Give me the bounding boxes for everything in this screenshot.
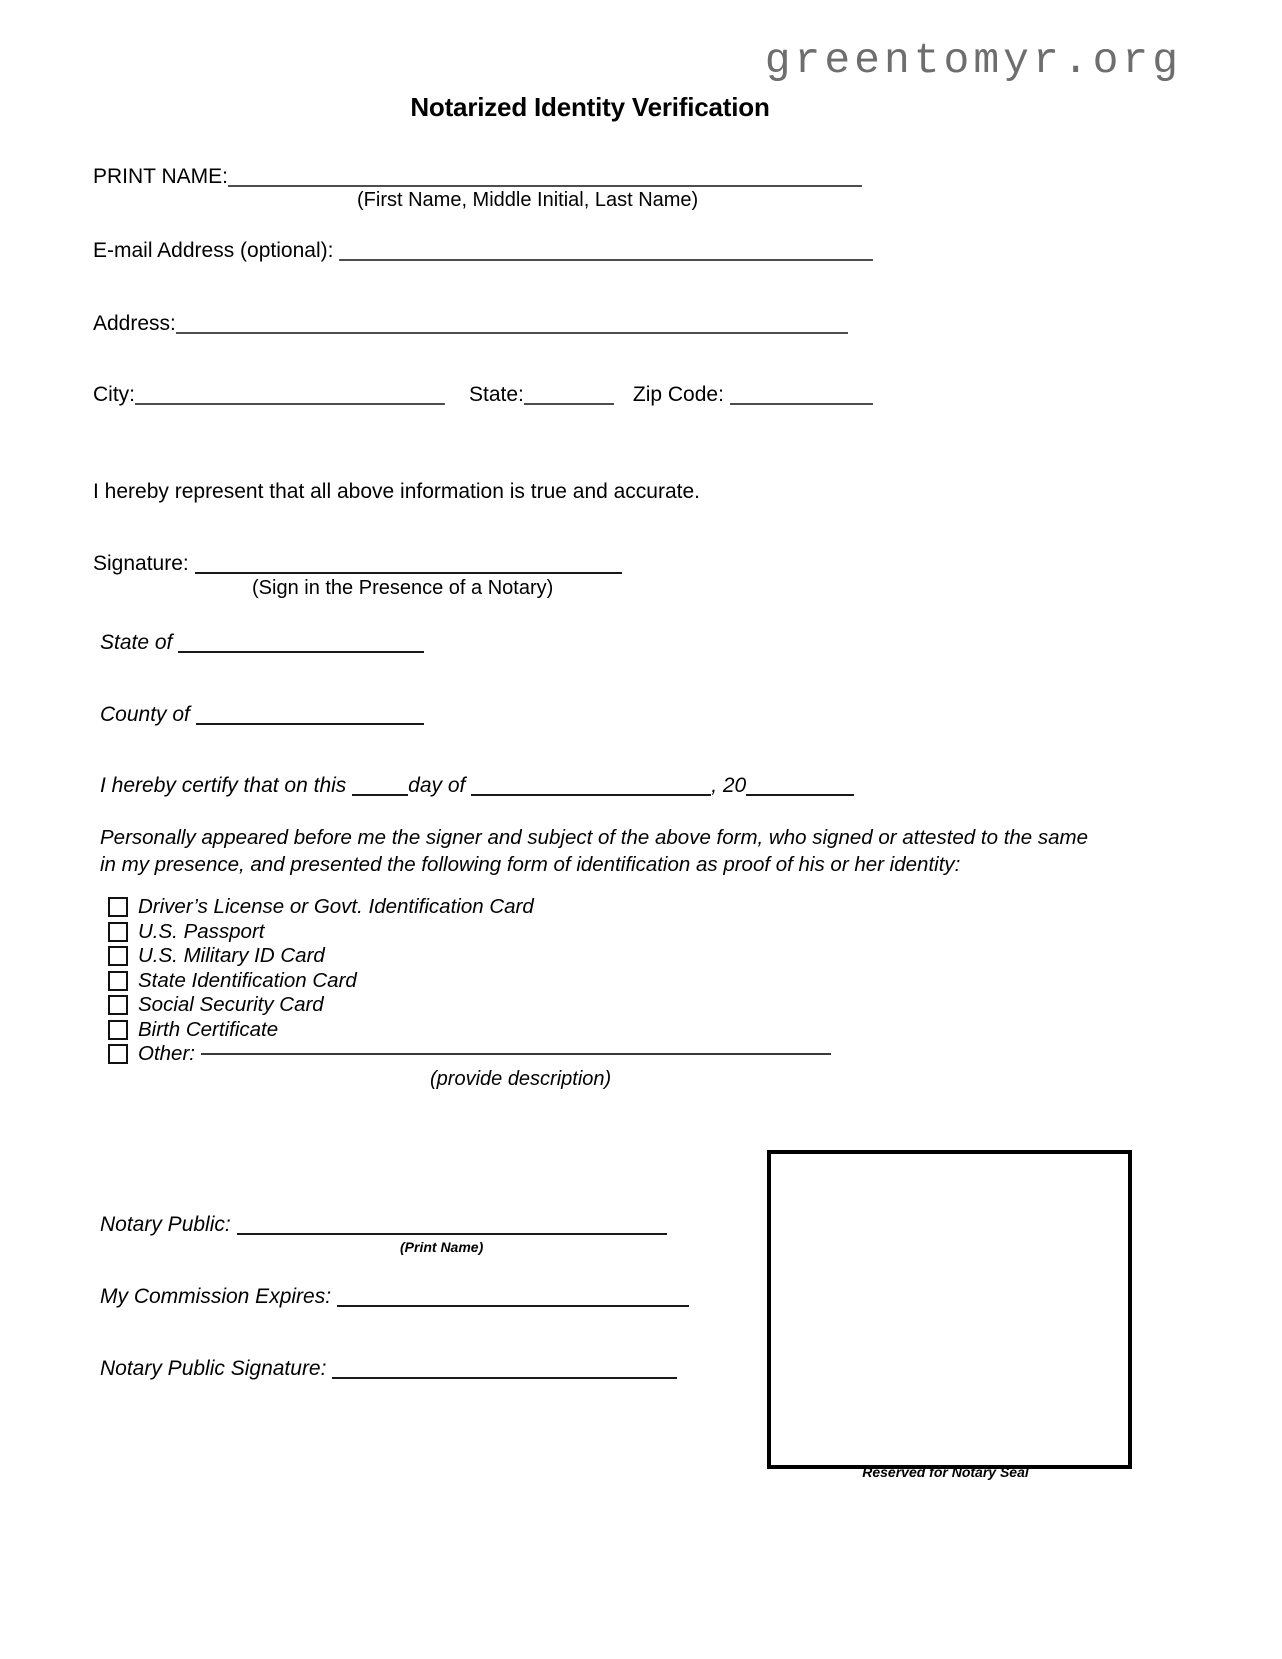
check-item[interactable] [108,920,831,945]
notary-seal-caption: Reserved for Notary Seal [862,1464,1029,1480]
notary-signature-input-line[interactable] [332,1377,677,1379]
check-item-label: State Identification Card [138,968,357,992]
check-item[interactable] [108,944,831,969]
state-label: State: [469,383,524,406]
address-label: Address: [93,312,176,335]
identification-checklist [108,895,831,1067]
certify-year-input-line[interactable] [746,794,854,796]
certify-month-input-line[interactable] [471,794,711,796]
check-item-label: U.S. Military ID Card [138,944,325,968]
address-row [93,312,848,336]
county-of-input-line[interactable] [196,723,424,725]
page-title: Notarized Identity Verification [410,92,770,122]
truth-statement: I hereby represent that all above information is true and accurate. [93,480,701,503]
check-item-label: Driver’s License or Govt. Identification Card [138,895,534,919]
notary-public-input-line[interactable] [237,1233,667,1235]
city-label: City: [93,383,135,406]
state-input-line[interactable] [524,403,614,405]
checkbox-icon[interactable] [108,1044,128,1064]
check-item-label: Social Security Card [138,993,324,1017]
checkbox-icon[interactable] [108,897,128,917]
signature-row [93,552,622,576]
county-of-row [100,703,424,727]
print-name-row [93,165,862,189]
commission-expires-label: My Commission Expires: [100,1285,332,1308]
site-watermark: greentomyr.org [764,36,1182,85]
email-input-line[interactable] [339,259,873,261]
certify-day-input-line[interactable] [352,794,408,796]
other-label: Other: [138,1042,195,1066]
certify-year-label: , 20 [711,774,747,797]
appearance-paragraph: Personally appeared before me the signer and subject of the above form, who signed or attested to the same in my presence, and presented the following form of identification as proof of his or her identity: [100,826,1089,877]
state-of-row [100,631,424,655]
commission-expires-row [100,1285,689,1309]
certify-row [100,774,854,798]
other-input-line[interactable] [201,1053,831,1055]
zip-input-line[interactable] [730,403,873,405]
notary-public-row [100,1213,667,1237]
check-item-other[interactable] [108,1042,831,1067]
notary-public-label: Notary Public: [100,1213,231,1236]
check-item[interactable] [108,969,831,994]
notary-signature-row [100,1357,677,1381]
check-item-label: Birth Certificate [138,1017,279,1041]
state-of-label: State of [100,631,173,654]
city-input-line[interactable] [135,403,445,405]
print-name-caption: (First Name, Middle Initial, Last Name) [357,189,699,211]
checkbox-icon[interactable] [108,995,128,1015]
email-label: E-mail Address (optional): [93,239,334,262]
provide-description-caption: (provide description) [430,1068,612,1090]
email-row [93,239,873,263]
check-item[interactable] [108,1018,831,1043]
signature-input-line[interactable] [195,572,622,574]
notary-seal-box[interactable] [767,1150,1132,1469]
notary-print-name-caption: (Print Name) [400,1239,484,1255]
print-name-input-line[interactable] [228,185,862,187]
check-item-label: U.S. Passport [138,919,265,943]
checkbox-icon[interactable] [108,946,128,966]
checkbox-icon[interactable] [108,922,128,942]
state-of-input-line[interactable] [178,651,424,653]
check-item[interactable] [108,993,831,1018]
signature-label: Signature: [93,552,189,575]
notary-signature-label: Notary Public Signature: [100,1357,327,1380]
checkbox-icon[interactable] [108,971,128,991]
county-of-label: County of [100,703,190,726]
certify-day-label: day of [408,774,466,797]
signature-caption: (Sign in the Presence of a Notary) [252,577,554,599]
address-input-line[interactable] [176,332,848,334]
commission-expires-input-line[interactable] [337,1305,689,1307]
certify-prefix-label: I hereby certify that on this [100,774,347,797]
check-item[interactable] [108,895,831,920]
print-name-label: PRINT NAME: [93,165,228,188]
zip-label: Zip Code: [632,383,724,406]
checkbox-icon[interactable] [108,1020,128,1040]
city-state-zip-row [93,383,873,407]
